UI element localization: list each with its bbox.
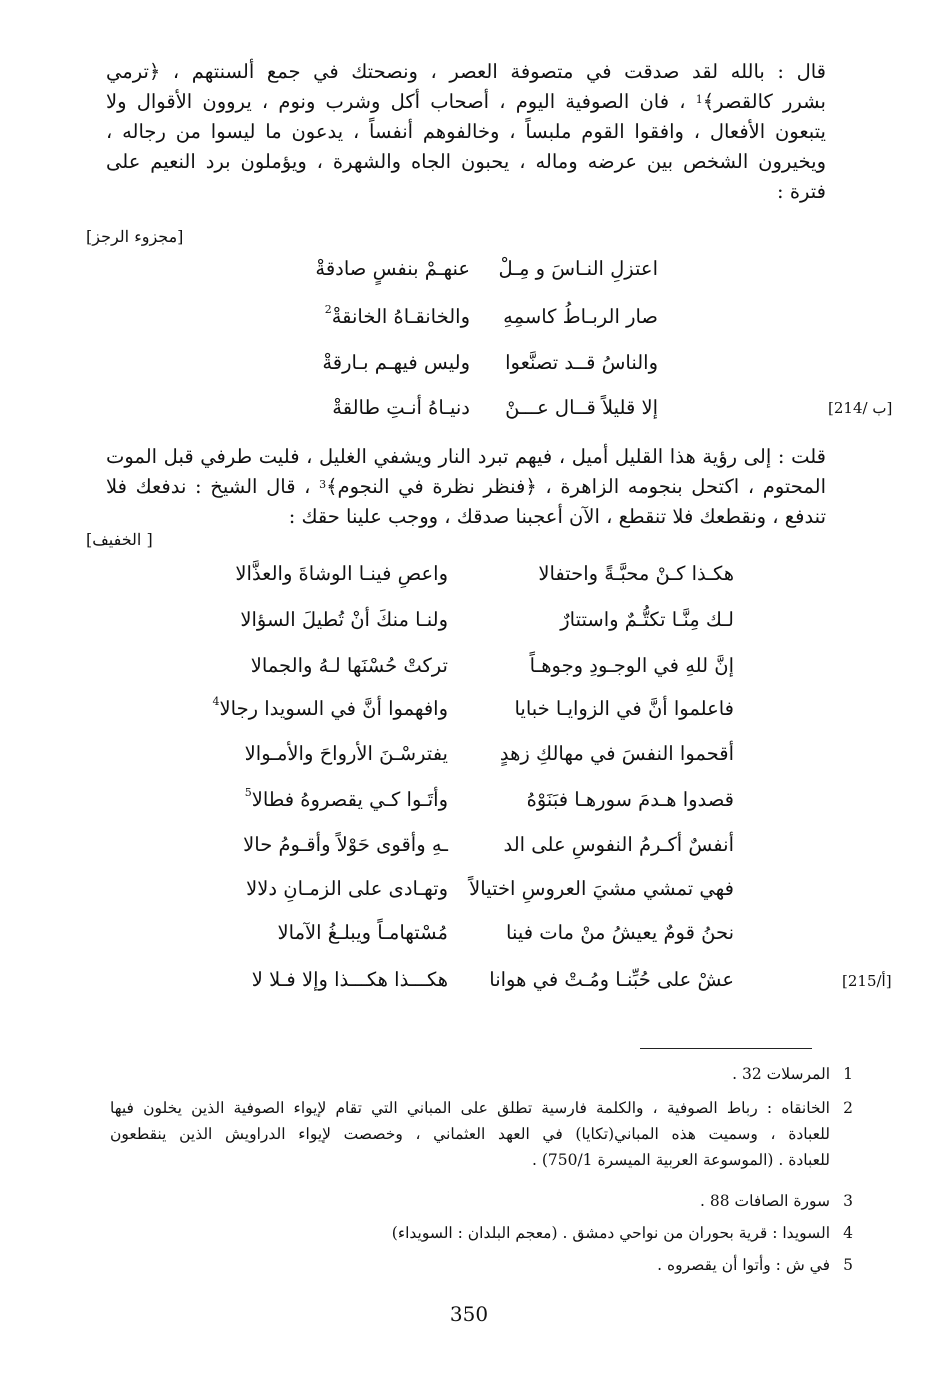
- verse-line: [178, 921, 734, 951]
- footnote-line: السويدا : قرية بحوران من نواحي دمشق . (معجم البلدان : السويداء): [391, 1224, 830, 1242]
- meter-label: [ الخفيف]: [86, 530, 153, 549]
- prose-line: تندفع ، ونقطعك فلا تنقطع ، الآن أعجبنا صدقك ، ووجب علينا حقك :: [288, 505, 826, 528]
- verse-hemistich-second: [200, 305, 470, 328]
- verse-hemistich-second: دنيـاهُ أنـتِ طالقةْ: [332, 396, 470, 419]
- manuscript-folio-ref: [215/أ]: [842, 972, 892, 990]
- prose-line-rest: ، فان الصوفية اليوم ، أصحاب أكل وشرب ونوم ، يروون الأقوال ولا: [106, 90, 686, 113]
- verse-hemistich-second: هكـــذا هكـــذا وإلا فـلا لا: [251, 968, 448, 991]
- footnote-number: 3: [843, 1192, 853, 1210]
- verse-hemistich-first: أقحموا النفسَ في مهالكِ زهدٍ: [499, 742, 734, 765]
- footnote: [110, 1061, 853, 1087]
- verse-line: [178, 877, 734, 907]
- footnote: [110, 1095, 853, 1173]
- verse-line: [200, 351, 658, 381]
- verse-hemistich-first: فهي تمشي مشيَ العروسِ اختيالاً: [469, 877, 734, 900]
- prose-line: [106, 472, 826, 502]
- footnote-ref: 3: [319, 478, 327, 491]
- verse-line: [178, 833, 734, 863]
- footnote-number: 4: [843, 1224, 853, 1242]
- verse-line: [200, 305, 658, 335]
- prose-line: [106, 87, 826, 117]
- hemistich-text: وافهموا أنَّ في السويدا رجالا: [219, 697, 448, 720]
- manuscript-folio-ref: [214/ ب]: [828, 399, 893, 417]
- prose-line-rest: ، قال الشيخ : ندفعك فلا: [106, 475, 311, 498]
- prose-line: ويخيرون الشخص بين عرضه وماله ، يحبون الجاه والشهرة ، ويؤملون برد النعيم على: [106, 150, 826, 173]
- verse-hemistich-first: قصدوا هـدمَ سورهـا فبَنَوْهُ: [526, 788, 734, 811]
- footnote-number: 2: [843, 1099, 853, 1117]
- verse-hemistich-second: تركتْ حُسْنَها لـهُ والجمالا: [250, 654, 448, 677]
- verse-line: [178, 562, 734, 592]
- verse-hemistich-first: هكـذا كـنْ محبَّـةً واحتفالا: [538, 562, 734, 585]
- footnote-ref: 2: [324, 303, 332, 316]
- hemistich-text: والخانقـاهُ الخانقةْ: [331, 305, 470, 328]
- prose-line: فترة :: [777, 180, 826, 203]
- verse-line: [178, 697, 734, 727]
- footnote-ref: 4: [212, 695, 220, 708]
- quran-quote: المحتوم ، اكتحل بنجومه الزاهرة ، ﴿فنظر نظرة في النجوم﴾: [326, 475, 826, 498]
- footnote-line: المرسلات 32 .: [732, 1065, 830, 1083]
- prose-line: يتبعون الأفعال ، وافقوا القوم ملبساً ، وخالفوهم أنفساً ، يدعون ما ليسوا من رجاله ،: [106, 120, 826, 143]
- footnote-line: سورة الصافات 88 .: [700, 1192, 830, 1210]
- prose-paragraph-2: [106, 442, 826, 532]
- verse-hemistich-first: أنفسٌ أكـرمُ النفوسِ على الد: [503, 833, 734, 856]
- verse-line: [178, 968, 734, 998]
- footnote-line: للعبادة ، وسميت هذه المباني(تكايا) في العهد العثماني ، وخصصت لإيواء الدراويش الذين ينقطعون: [110, 1125, 830, 1143]
- footnote-ref: 1: [695, 93, 703, 106]
- verse-hemistich-second: مُسْتهامـاً ويبلـغُ الآمالا: [277, 921, 448, 944]
- verse-hemistich-second: وليس فيهـم بـارقةْ: [322, 351, 470, 374]
- footnote-ref: 5: [244, 786, 252, 799]
- hemistich-text: وأتَـوا كـي يقصروهُ فطالا: [251, 788, 448, 811]
- verse-hemistich-first: والناسُ قــد تصنَّعوا: [505, 351, 658, 374]
- footnote-number: 1: [843, 1065, 853, 1083]
- verse-hemistich-second: ـهِ وأقوى حَوْلاً وأقـومُ حالا: [243, 833, 448, 856]
- verse-hemistich-second: واعصِ فينـا الوشاةَ والعذَّالا: [235, 562, 448, 585]
- verse-line: [200, 257, 658, 287]
- verse-hemistich-first: إنَّ للهِ في الوجـودِ وجوهـاً: [529, 654, 734, 677]
- verse-hemistich-first: صار الربـاطُ كاسمِهِ: [503, 305, 658, 328]
- verse-hemistich-second: [178, 788, 448, 811]
- footnote-line: الخانقاه : رباط الصوفية ، والكلمة فارسية تطلق على المباني التي تقام لإيواء الصوفية الذين يخلون فيها: [110, 1099, 830, 1117]
- prose-line: قلت : إلى رؤية هذا القليل أميل ، فيهم تبرد النار ويشفي الغليل ، فليت طرفي قبل الموت: [106, 445, 826, 468]
- verse-hemistich-second: [178, 697, 448, 720]
- footnote: [110, 1220, 853, 1246]
- verse-line: [178, 788, 734, 818]
- verse-line: [178, 742, 734, 772]
- footnote-line: في ش : وأتوا أن يقصروه .: [657, 1256, 830, 1274]
- prose-paragraph-1: [106, 57, 826, 207]
- verse-hemistich-first: لـك مِنَّـا تكتُّـمٌ واستتارٌ: [560, 608, 734, 631]
- prose-line: قال : بالله لقد صدقت في متصوفة العصر ، ونصحتك في جمع ألسنتهم ، ﴿ترمي: [106, 60, 826, 83]
- meter-label: [مجزوء الرجز]: [86, 227, 184, 246]
- quran-quote: بشرر كالقصر﴾: [702, 90, 826, 113]
- verse-line: [200, 396, 658, 426]
- verse-hemistich-second: يفترسْـنَ الأرواحَ والأمـوالا: [244, 742, 448, 765]
- footnote-line: للعبادة . (الموسوعة العربية الميسرة 750/1) .: [531, 1151, 830, 1169]
- verse-hemistich-second: وتهـادى على الزمـانِ دلالا: [246, 877, 448, 900]
- verse-hemistich-second: عنهـمْ بنفسٍ صادقةْ: [315, 257, 470, 280]
- verse-hemistich-first: فاعلموا أنَّ في الزوايـا خبايا: [514, 697, 734, 720]
- verse-hemistich-first: نحنُ قومٌ يعيشُ منْ مات فينا: [506, 921, 734, 944]
- verse-hemistich-first: اعتزلِ النـاسَ و مِـلْ: [498, 257, 658, 280]
- verse-hemistich-first: عشْ على حُبِّنـا ومُـتْ في هوانا: [489, 968, 734, 991]
- footnote: [110, 1252, 853, 1278]
- verse-line: [178, 608, 734, 638]
- footnote-number: 5: [843, 1256, 853, 1274]
- footnote: [110, 1188, 853, 1214]
- verse-hemistich-first: إلا قليلاً قــال عـــنْ: [505, 396, 658, 419]
- page-number: 350: [449, 1302, 489, 1326]
- verse-line: [178, 654, 734, 684]
- verse-hemistich-second: ولنـا منكَ أنْ تُطيلَ السؤالا: [240, 608, 448, 631]
- footnote-separator: [640, 1048, 812, 1049]
